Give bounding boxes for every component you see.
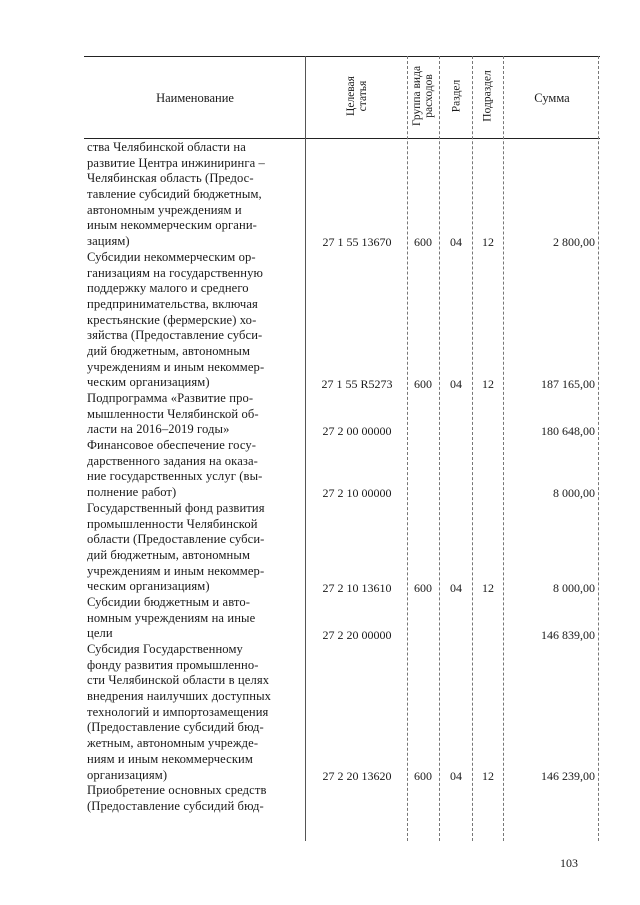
- header-sum: Сумма: [534, 90, 570, 105]
- column-divider: [439, 56, 440, 841]
- target-code: 27 2 20 00000: [322, 627, 392, 642]
- description-column: [87, 140, 304, 815]
- description-line: поддержку малого и среднего: [87, 281, 249, 296]
- header-target: [308, 52, 406, 140]
- description-line: Челябинская область (Предос-: [87, 171, 254, 186]
- description-line: Государственный фонд развития: [87, 500, 265, 515]
- description-line: Субсидия Государственному: [87, 642, 243, 656]
- target-code: 27 1 55 13670: [322, 235, 392, 250]
- description-line: Подпрограмма «Развитие про-: [87, 391, 254, 405]
- description-line: учреждениям и иным некоммер-: [87, 359, 265, 374]
- description-line: (Предоставление субсидий бюд-: [87, 720, 264, 735]
- description-line: области (Предоставление субси-: [87, 532, 265, 547]
- amount: 187 165,00: [541, 376, 595, 391]
- expense-group: 600: [414, 769, 432, 783]
- description-line: организациям): [87, 767, 168, 782]
- amount: 8 000,00: [553, 580, 595, 595]
- description-line: фонду развития промышленно-: [87, 657, 259, 672]
- description-line: мышленности Челябинской об-: [87, 406, 259, 421]
- description-line: ческим организациям): [87, 579, 210, 594]
- description-line: Субсидии бюджетным и авто-: [87, 594, 251, 609]
- header-group: [408, 52, 438, 140]
- section-code: 04: [450, 769, 462, 783]
- header-section-label: Раздел: [450, 79, 462, 113]
- header-group-label: [411, 66, 435, 126]
- description-line: номным учреждениям на иные: [87, 610, 256, 625]
- header-subsection-label: Подраздел: [482, 70, 494, 122]
- description-line: Приобретение основных средств: [87, 783, 267, 798]
- description-line: крестьянские (фермерские) хо-: [87, 312, 257, 327]
- expense-group: 600: [414, 580, 432, 595]
- description-line: внедрения наилучших доступных: [87, 689, 272, 704]
- header-group-line2: расходов: [423, 74, 436, 118]
- subsection-code: 12: [482, 580, 494, 595]
- column-divider: [472, 56, 473, 841]
- header-target-label: Целевая статья: [345, 76, 369, 116]
- description-line: полнение работ): [87, 485, 177, 500]
- section-code: 04: [450, 580, 462, 595]
- header-section: [440, 52, 472, 140]
- target-code: 27 2 20 13620: [322, 769, 392, 783]
- description-line: автономным учреждениям и: [87, 202, 242, 217]
- amount: 2 800,00: [553, 235, 595, 250]
- target-code: 27 2 10 13610: [322, 580, 392, 595]
- description-line: технологий и импортозамещения: [87, 704, 269, 719]
- description-line: предпринимательства, включая: [87, 296, 258, 311]
- column-divider: [407, 56, 408, 841]
- description-line: (Предоставление субсидий бюд-: [87, 798, 264, 813]
- subsection-code: 12: [482, 235, 494, 250]
- section-code: 04: [450, 376, 462, 391]
- target-code: 27 2 10 00000: [322, 486, 392, 501]
- subsection-code: 12: [482, 376, 494, 391]
- page-number: 103: [560, 856, 578, 870]
- description-line: сти Челябинской области в целях: [87, 673, 270, 688]
- target-code: 27 2 00 00000: [322, 423, 392, 438]
- description-line: ганизациям на государственную: [87, 265, 263, 280]
- column-divider: [503, 56, 504, 841]
- target-code: 27 1 55 R5273: [321, 376, 393, 391]
- amount: 180 648,00: [541, 423, 595, 438]
- description-line: дий бюджетным, автономным: [87, 547, 251, 562]
- description-line: дарственного задания на оказа-: [87, 453, 258, 468]
- description-line: зациям): [87, 234, 130, 249]
- description-line: тавление субсидий бюджетным,: [87, 187, 262, 202]
- description-line: Субсидии некоммерческим ор-: [87, 249, 256, 264]
- description-line: ства Челябинской области на: [87, 140, 246, 154]
- amount: 146 239,00: [541, 769, 595, 783]
- description-line: цели: [87, 626, 113, 641]
- description-line: ческим организациям): [87, 375, 210, 390]
- description-line: дий бюджетным, автономным: [87, 343, 251, 358]
- amount: 8 000,00: [553, 486, 595, 501]
- header-name: Наименование: [156, 90, 234, 105]
- expense-group: 600: [414, 376, 432, 391]
- section-code: 04: [450, 235, 462, 250]
- header-group-line1: Группа вида: [411, 65, 424, 127]
- expense-group: 600: [414, 235, 432, 250]
- description-line: ласти на 2016–2019 годы»: [87, 422, 230, 437]
- header-subsection: [474, 52, 502, 140]
- description-line: Финансовое обеспечение госу-: [87, 438, 257, 453]
- amount: 146 839,00: [541, 627, 595, 642]
- description-line: ниям и иным некоммерческим: [87, 751, 253, 766]
- table-right-edge: [598, 56, 599, 841]
- description-line: жетным, автономным учрежде-: [87, 736, 259, 751]
- description-line: иным некоммерческим органи-: [87, 218, 257, 233]
- description-line: учреждениям и иным некоммер-: [87, 563, 265, 578]
- subsection-code: 12: [482, 769, 494, 783]
- column-divider: [305, 56, 306, 841]
- description-line: промышленности Челябинской: [87, 516, 258, 531]
- description-line: зяйства (Предоставление субси-: [87, 328, 263, 343]
- description-line: ние государственных услуг (вы-: [87, 469, 263, 484]
- description-line: развитие Центра инжиниринга –: [87, 155, 265, 170]
